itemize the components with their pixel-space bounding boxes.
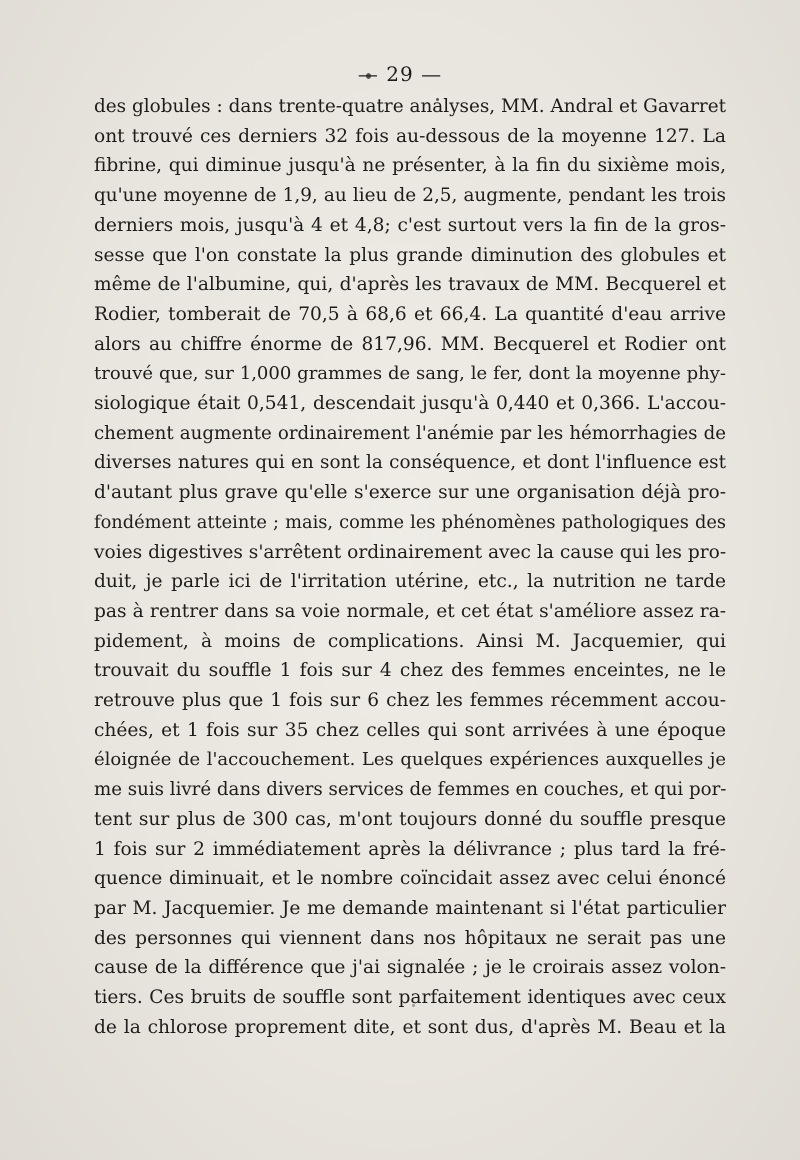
text-line: 1 fois sur 2 immédiatement après la délivrance ; plus tard la fré- — [94, 838, 726, 860]
text-line: siologique était 0,541, descendait jusqu'à 0,440 et 0,366. L'accou- — [94, 393, 726, 415]
text-line: même de l'albumine, qui, d'après les travaux de MM. Becquerel et — [94, 274, 726, 296]
text-line: tiers. Ces bruits de souffle sont parfaitement identiques avec ceux — [94, 987, 726, 1009]
text-line: alors au chiffre énorme de 817,96. MM. Becquerel et Rodier ont — [94, 333, 726, 355]
text-line: duit, je parle ici de l'irritation utérine, etc., la nutrition ne tarde — [94, 571, 726, 593]
text-line: voies digestives s'arrêtent ordinairement avec la cause qui les pro- — [94, 541, 727, 563]
text-line: qu'une moyenne de 1,9, au lieu de 2,5, augmente, pendant les trois — [94, 185, 726, 207]
text-line: pas à rentrer dans sa voie normale, et cet état s'améliore assez ra- — [94, 600, 726, 622]
text-line: trouvait du souffle 1 fois sur 4 chez des femmes enceintes, ne le — [94, 660, 726, 682]
text-line: cause de la différence que j'ai signalée ; je le croirais assez volon- — [94, 957, 726, 979]
text-line: par M. Jacquemier. Je me demande maintenant si l'état particulier — [94, 897, 726, 919]
text-line: éloignée de l'accouchement. Les quelques expériences auxquelles je — [94, 749, 726, 771]
text-line: fibrine, qui diminue jusqu'à ne présenter, à la fin du sixième mois, — [94, 155, 726, 177]
text-line: sesse que l'on constate la plus grande diminution des globules et — [94, 244, 726, 266]
text-line: d'autant plus grave qu'elle s'exerce sur une organisation déjà pro- — [94, 482, 726, 504]
text-line: quence diminuait, et le nombre coïncidait assez avec celui énoncé — [94, 868, 726, 890]
text-line: chées, et 1 fois sur 35 chez celles qui sont arrivées à une époque — [94, 719, 726, 741]
text-line: retrouve plus que 1 fois sur 6 chez les femmes récemment accou- — [94, 690, 726, 712]
body-text — [94, 92, 726, 1043]
text-line: me suis livré dans divers services de femmes en couches, et qui por- — [94, 779, 727, 801]
text-line: tent sur plus de 300 cas, m'ont toujours donné du souffle presque — [94, 808, 726, 830]
text-line: des personnes qui viennent dans nos hôpitaux ne serait pas une — [94, 927, 726, 949]
text-line: des globules : dans trente-quatre analyses, MM. Andral et Gavarret — [94, 96, 726, 117]
text-line: ont trouvé ces derniers 32 fois au-dessous de la moyenne 127. La — [94, 125, 726, 147]
text-line: trouvé que, sur 1,000 grammes de sang, le fer, dont la moyenne phy- — [94, 363, 726, 385]
text-line: pidement, à moins de complications. Ainsi M. Jacquemier, qui — [94, 630, 726, 652]
text-line: Rodier, tomberait de 70,5 à 68,6 et 66,4. La quantité d'eau arrive — [94, 303, 726, 325]
text-line: fondément atteinte ; mais, comme les phénomènes pathologiques des — [94, 511, 726, 533]
text-line: chement augmente ordinairement l'anémie par les hémorrhagies de — [94, 422, 726, 444]
page-number: — 29 — — [357, 62, 443, 86]
text-line: derniers mois, jusqu'à 4 et 4,8; c'est surtout vers la fin de la gros- — [94, 214, 726, 236]
text-line: diverses natures qui en sont la conséquence, et dont l'influence est — [94, 452, 726, 474]
text-line: de la chlorose proprement dite, et sont dus, d'après M. Beau et la — [94, 1016, 726, 1038]
